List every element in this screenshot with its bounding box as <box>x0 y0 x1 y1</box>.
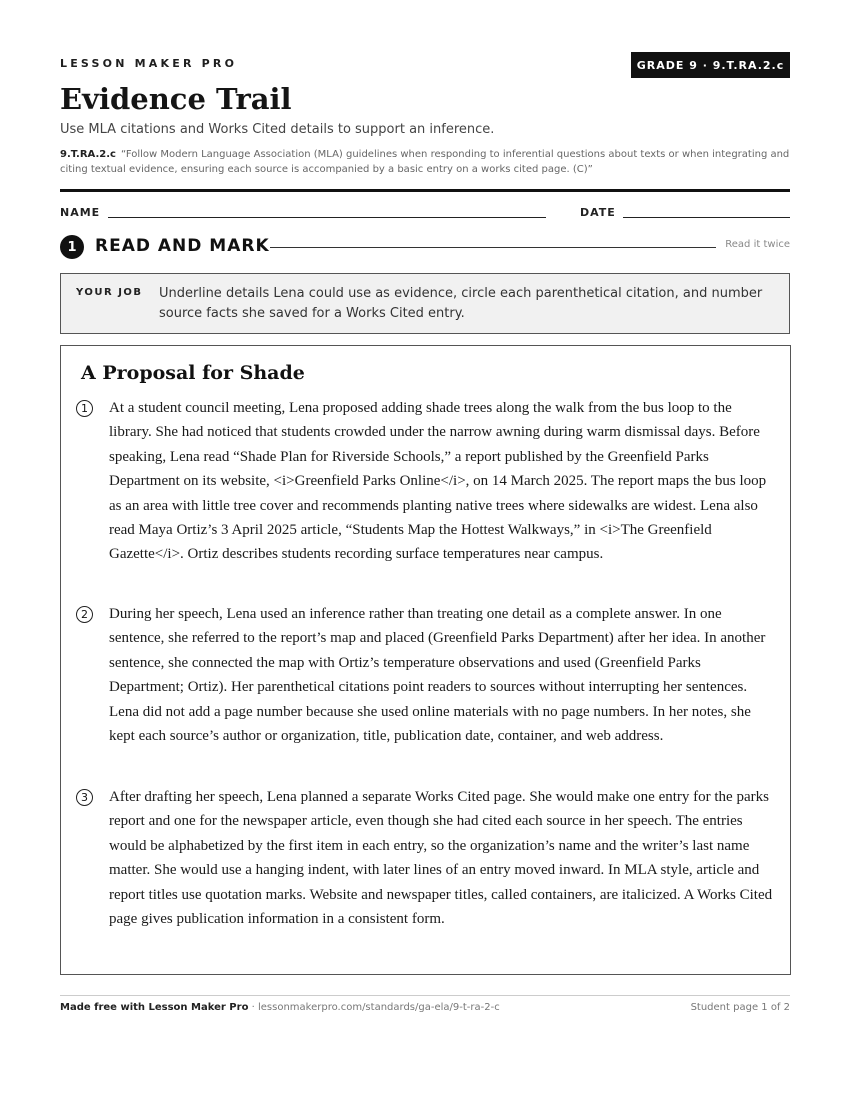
section-title: READ AND MARK <box>95 236 270 256</box>
passage-title: A Proposal for Shade <box>81 362 305 384</box>
page-subtitle: Use MLA citations and Works Cited details to support an inference. <box>60 122 495 137</box>
section-hint: Read it twice <box>725 239 790 250</box>
name-field[interactable] <box>108 217 546 218</box>
section-number-badge: 1 <box>60 235 84 259</box>
footer-credit <box>60 1002 500 1013</box>
job-instructions-box <box>60 273 790 334</box>
section-divider <box>270 247 716 248</box>
page-title: Evidence Trail <box>60 82 292 116</box>
standard-code: 9.T.RA.2.c <box>60 149 116 160</box>
date-label: DATE <box>580 206 616 219</box>
job-label: YOUR JOB <box>76 287 143 298</box>
paragraph-number-1: 1 <box>76 400 93 417</box>
brand-name: LESSON MAKER PRO <box>60 57 238 70</box>
standard-description <box>60 147 790 177</box>
paragraph-1: At a student council meeting, Lena proposed adding shade trees along the walk from the bus loop to the library. She had noticed that students crowded under the narrow awning during warm dismissal days. Before speaking, Lena read “Shade Plan for Riverside Schools,” a report published by the Greenfield Parks Department on its website, <i>Greenfield Parks Online</i>, on 14 March 2025. The report maps the bus loop as an area with little tree cover and recommends planting native trees where sidewalks are widest. Lena also read Maya Ortiz’s 3 April 2025 article, “Students Map the Hottest Walkways,” in <i>The Greenfield Gazette</i>. Ortiz describes students recording surface temperatures near campus. <box>109 400 767 563</box>
passage-box <box>60 345 791 975</box>
paragraph-number-2: 2 <box>76 606 93 623</box>
standard-text: “Follow Modern Language Association (MLA) guidelines when responding to inferential questions about texts or when integrating and citing textual evidence, ensuring each source is accompanied by a basic entry on a works cited page. (C)” <box>60 149 790 175</box>
page-indicator: Student page 1 of 2 <box>690 1002 790 1013</box>
footer-made-with: Made free with Lesson Maker Pro <box>60 1002 249 1013</box>
footer-url: · lessonmakerpro.com/standards/ga-ela/9-t-ra-2-c <box>248 1002 500 1013</box>
job-text: Underline details Lena could use as evidence, circle each parenthetical citation, and number source facts she saved for a Works Cited entry. <box>159 286 763 321</box>
footer-divider <box>60 995 790 996</box>
paragraph-number-3: 3 <box>76 789 93 806</box>
paragraph-3: After drafting her speech, Lena planned a separate Works Cited page. She would make one entry for the parks report and one for the newspaper article, even though she had cited each source in her speech. The entries would be alphabetized by the first item in each entry, so the organization’s name and the writer’s last name matter. She would use a hanging indent, with later lines of an entry moved inward. In MLA style, article and report titles use quotation marks. Website and newspaper titles, called containers, are italicized. A Works Cited page gives publication information in a consistent form. <box>109 789 773 928</box>
date-field[interactable] <box>623 217 790 218</box>
paragraph-2: During her speech, Lena used an inference rather than treating one detail as a complete answer. In one sentence, she referred to the report’s map and placed (Greenfield Parks Department) after her idea. In another sentence, she connected the map with Ortiz’s temperature observations and used (Greenfield Parks Department; Ortiz). Her parenthetical citations point readers to sources without interrupting her sentences. Lena did not add a page number because she used online materials with no page numbers. In her notes, she kept each source’s author or organization, title, publication date, container, and web address. <box>109 606 766 745</box>
header-divider <box>60 189 790 192</box>
name-label: NAME <box>60 206 101 219</box>
grade-badge: GRADE 9 · 9.T.RA.2.c <box>631 52 790 78</box>
